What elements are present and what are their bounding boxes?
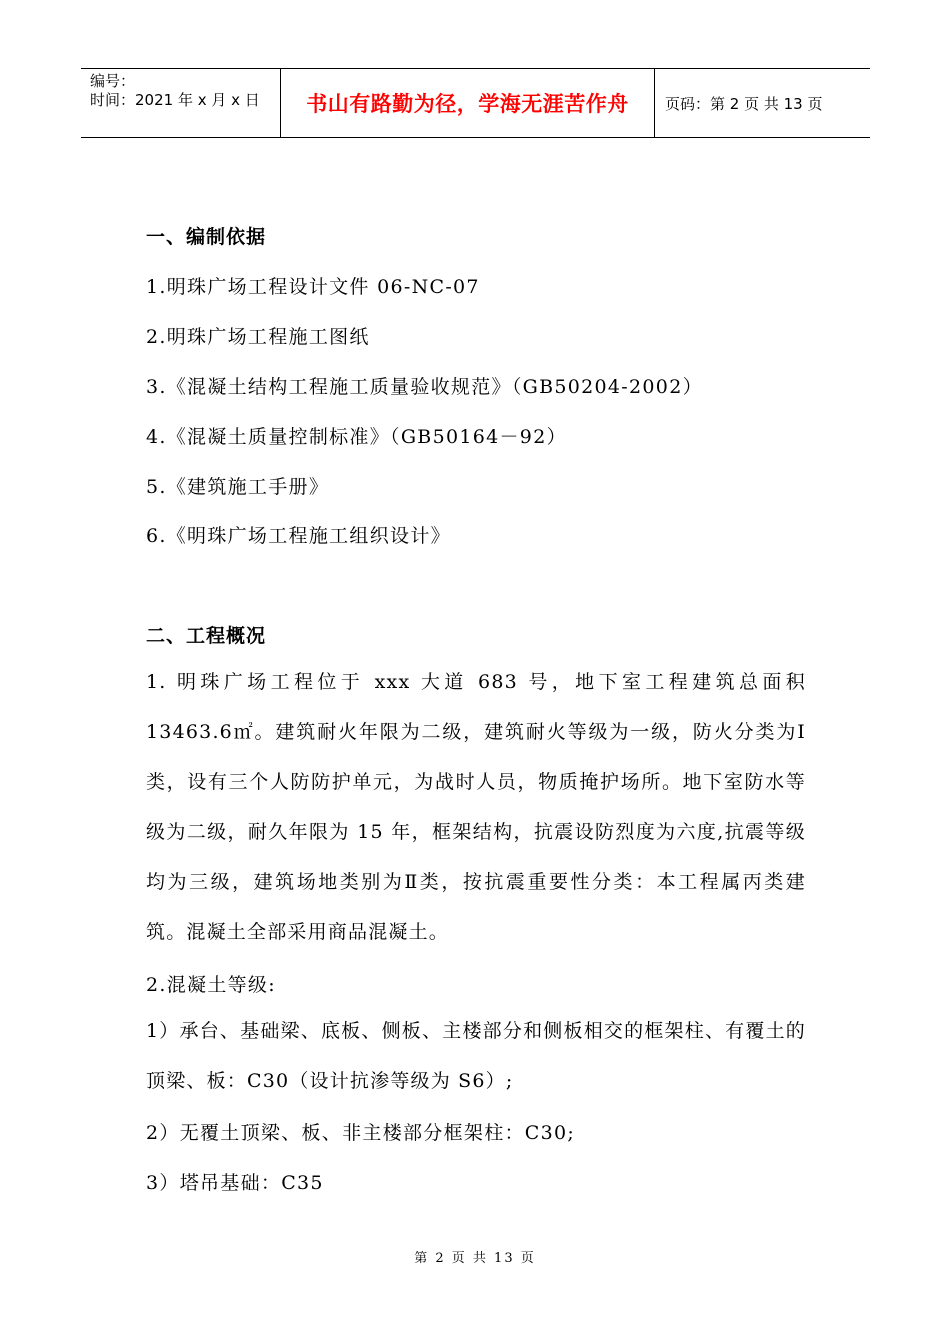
section-title-overview: 二、工程概况 (146, 625, 267, 647)
header-meta (81, 69, 281, 137)
basis-item: 6.《明珠广场工程施工组织设计》 (146, 525, 451, 547)
grade-item-3: 3）塔吊基础：C35 (146, 1172, 324, 1194)
overview-paragraph: 1. 明珠广场工程位于 xxx 大道 683 号，地下室工程建筑总面积 13463.6㎡。建筑耐火年限为二级，建筑耐火等级为一级，防火分类为Ⅰ类，设有三个人防防护单元，为战时人员，物质掩护场所。地下室防水等级为二级，耐久年限为 15 年，框架结构，抗震设防烈度为六度,抗震等级均为三级，建筑场地类别为Ⅱ类，按抗震重要性分类：本工程属丙类建筑。混凝土全部采用商品混凝土。 (146, 671, 806, 943)
doc-number-label: 编号： (90, 72, 136, 90)
doc-date-label: 时间：2021 年 x 月 x 日 (90, 91, 260, 109)
basis-item: 1.明珠广场工程设计文件 06-NC-07 (146, 276, 480, 298)
section-title-basis: 一、编制依据 (146, 226, 267, 248)
basis-item: 3.《混凝土结构工程施工质量验收规范》（GB50204-2002） (146, 376, 703, 398)
grade-item-2: 2）无覆土顶梁、板、非主楼部分框架柱：C30; (146, 1122, 576, 1144)
header-motto: 书山有路勤为径，学海无涯苦作舟 (281, 69, 655, 137)
header-page-info: 页码：第 2 页 共 13 页 (665, 94, 823, 113)
page-header (81, 68, 870, 138)
page-footer: 第 2 页 共 13 页 (414, 1251, 536, 1266)
grade-item-1: 1）承台、基础梁、底板、侧板、主楼部分和侧板相交的框架柱、有覆土的顶梁、板：C30（设计抗渗等级为 S6）; (146, 1020, 806, 1092)
basis-item: 5.《建筑施工手册》 (146, 476, 330, 498)
basis-item: 2.明珠广场工程施工图纸 (146, 326, 370, 348)
basis-item: 4.《混凝土质量控制标准》（GB50164－92） (146, 426, 567, 448)
grade-title: 2.混凝土等级: (146, 974, 276, 996)
